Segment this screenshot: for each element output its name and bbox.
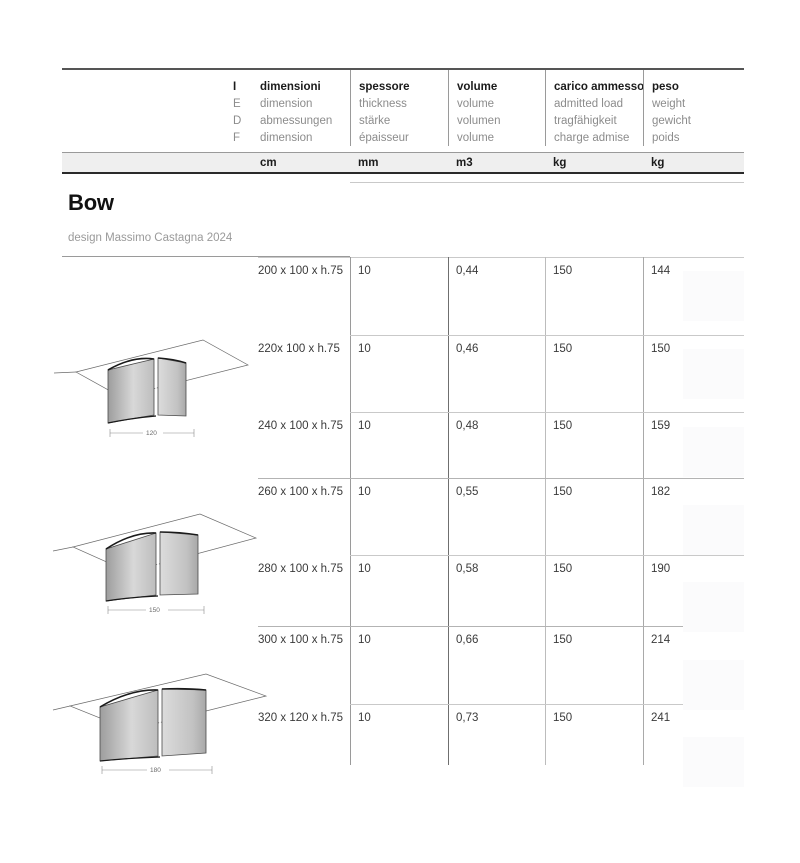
product-illustration-1: [48, 330, 263, 450]
legend-dimensioni-en: dimension: [260, 98, 313, 110]
table-row[interactable]: [258, 555, 744, 626]
unit-carico: kg: [553, 156, 567, 169]
cell-spessore: 10: [358, 634, 371, 646]
cell-volume: 0,55: [456, 486, 479, 498]
cell-spessore: 10: [358, 486, 371, 498]
lang-code-d: D: [233, 115, 242, 127]
legend-dimensioni-de: abmessungen: [260, 115, 333, 127]
cell-carico: 150: [553, 712, 573, 724]
cell-peso: 159: [651, 420, 671, 432]
legend-carico-en: admitted load: [554, 98, 624, 110]
cell-peso: 182: [651, 486, 671, 498]
cell-volume: 0,46: [456, 343, 479, 355]
legend-col-peso: [643, 70, 744, 146]
unit-volume: m3: [456, 156, 473, 169]
lang-code-e: E: [233, 98, 241, 110]
units-row: [62, 152, 744, 174]
legend-carico-it: carico ammesso: [554, 81, 645, 93]
cell-volume: 0,66: [456, 634, 479, 646]
table-row[interactable]: [258, 335, 744, 412]
legend-dimensioni-fr: dimension: [260, 132, 313, 144]
legend-spessore-fr: épaisseur: [359, 132, 409, 144]
cell-carico: 150: [553, 634, 573, 646]
legend-col-dimensioni: [252, 70, 350, 146]
legend-language-codes: [225, 70, 252, 146]
lang-code-f: F: [233, 132, 241, 144]
legend-col-spessore: [350, 70, 448, 146]
unit-spessore: mm: [358, 156, 379, 169]
legend-col-volume: [448, 70, 545, 146]
cell-dimensioni: 280 x 100 x h.75: [258, 563, 344, 575]
legend-volume-en: volume: [457, 98, 495, 110]
cell-dimensioni: 240 x 100 x h.75: [258, 420, 344, 432]
legend-carico-fr: charge admise: [554, 132, 630, 144]
table-row[interactable]: [258, 478, 744, 555]
cell-dimensioni: 320 x 120 x h.75: [258, 712, 344, 724]
legend-header: [62, 68, 744, 146]
legend-peso-it: peso: [652, 81, 679, 93]
lang-code-i: I: [233, 81, 237, 93]
legend-volume-it: volume: [457, 81, 498, 93]
unit-peso: kg: [651, 156, 665, 169]
cell-spessore: 10: [358, 265, 371, 277]
legend-volume-de: volumen: [457, 115, 501, 127]
cell-carico: 150: [553, 265, 573, 277]
cell-volume: 0,58: [456, 563, 479, 575]
cell-carico: 150: [553, 420, 573, 432]
product-illustration-2: [48, 500, 273, 620]
cell-spessore: 10: [358, 420, 371, 432]
legend-dimensioni-it: dimensioni: [260, 81, 321, 93]
table-row[interactable]: [258, 704, 744, 765]
cell-carico: 150: [553, 343, 573, 355]
title-right-divider: [350, 182, 744, 183]
legend-peso-en: weight: [652, 98, 686, 110]
product-illustration-3: [48, 668, 283, 783]
cell-spessore: 10: [358, 563, 371, 575]
dimension-label: 120: [146, 430, 157, 437]
unit-dimensioni: cm: [260, 156, 277, 169]
legend-columns: [62, 70, 744, 146]
legend-volume-fr: volume: [457, 132, 495, 144]
cell-carico: 150: [553, 563, 573, 575]
table-row[interactable]: [258, 412, 744, 478]
cell-dimensioni: 300 x 100 x h.75: [258, 634, 344, 646]
dimension-label: 180: [150, 767, 161, 774]
cell-peso: 214: [651, 634, 671, 646]
cell-volume: 0,48: [456, 420, 479, 432]
page-title: Bow: [68, 190, 114, 215]
cell-peso: 241: [651, 712, 671, 724]
table-row[interactable]: [258, 626, 744, 704]
legend-spacer: [62, 70, 225, 146]
cell-dimensioni: 220x 100 x h.75: [258, 343, 340, 355]
cell-dimensioni: 200 x 100 x h.75: [258, 265, 344, 277]
cell-spessore: 10: [358, 343, 371, 355]
cell-carico: 150: [553, 486, 573, 498]
legend-carico-de: tragfähigkeit: [554, 115, 617, 127]
table-row[interactable]: [258, 257, 744, 335]
cell-peso: 190: [651, 563, 671, 575]
dimension-label: 150: [149, 607, 160, 614]
cell-volume: 0,44: [456, 265, 479, 277]
legend-spessore-it: spessore: [359, 81, 410, 93]
cell-peso: 144: [651, 265, 671, 277]
cell-spessore: 10: [358, 712, 371, 724]
legend-col-carico-ammesso: [545, 70, 643, 146]
legend-peso-de: gewicht: [652, 115, 691, 127]
specification-table: [258, 257, 744, 765]
cell-dimensioni: 260 x 100 x h.75: [258, 486, 344, 498]
cell-volume: 0,73: [456, 712, 479, 724]
cell-peso: 150: [651, 343, 671, 355]
legend-spessore-de: stärke: [359, 115, 391, 127]
product-title-block: [62, 182, 350, 257]
designer-credit: design Massimo Castagna 2024: [68, 232, 233, 244]
legend-peso-fr: poids: [652, 132, 680, 144]
legend-spessore-en: thickness: [359, 98, 407, 110]
